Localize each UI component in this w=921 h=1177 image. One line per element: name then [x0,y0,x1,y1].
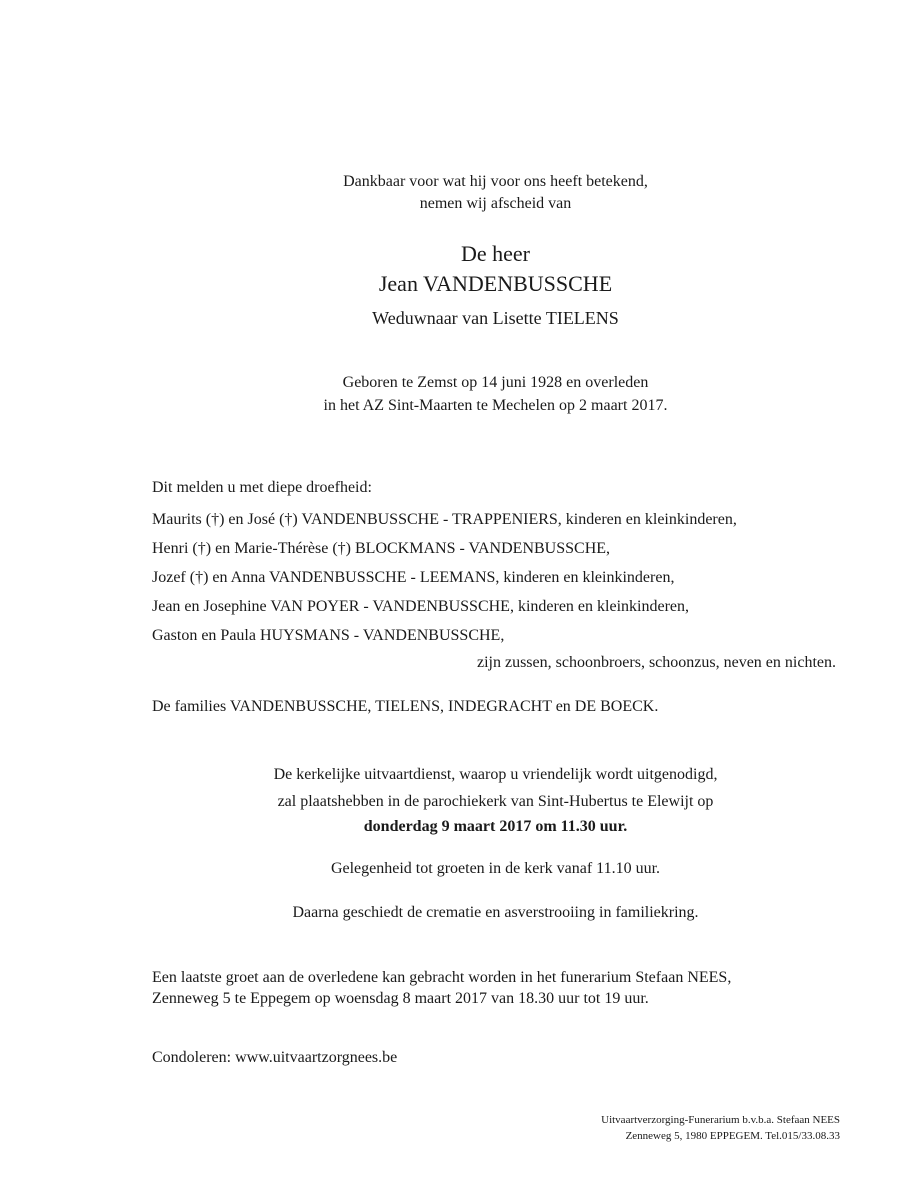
birth-death-line-2: in het AZ Sint-Maarten te Mechelen op 2 maart 2017. [323,397,668,414]
service-cremation: Daarna geschiedt de crematie en asverstrooiing in familiekring. [292,904,699,921]
mourner-line-4: Jean en Josephine VAN POYER - VANDENBUSSCHE, kinderen en kleinkinderen, [152,598,689,615]
footer-line-1: Uitvaartverzorging-Funerarium b.v.b.a. Stefaan NEES [601,1114,840,1126]
service-line-1: De kerkelijke uitvaartdienst, waarop u vriendelijk wordt uitgenodigd, [273,766,718,783]
condolences-line: Condoleren: www.uitvaartzorgnees.be [152,1049,398,1066]
footer-line-2: Zenneweg 5, 1980 EPPEGEM. Tel.015/33.08.33 [625,1130,840,1142]
intro-line-1: Dankbaar voor wat hij voor ons heeft betekend, [343,173,648,190]
intro-line-2: nemen wij afscheid van [419,195,572,212]
deceased-name: Jean VANDENBUSSCHE [378,271,613,296]
last-greeting-line-2: Zenneweg 5 te Eppegem op woensdag 8 maart 2017 van 18.30 uur tot 19 uur. [152,990,649,1007]
birth-death-line-1: Geboren te Zemst op 14 juni 1928 en overleden [342,374,649,391]
mourner-line-3: Jozef (†) en Anna VANDENBUSSCHE - LEEMANS, kinderen en kleinkinderen, [152,569,675,586]
service-greeting: Gelegenheid tot groeten in de kerk vanaf 11.10 uur. [330,860,661,877]
service-date: donderdag 9 maart 2017 om 11.30 uur. [363,818,628,835]
mourners-heading: Dit melden u met diepe droefheid: [152,479,372,496]
deceased-salutation: De heer [460,241,530,266]
mourner-line-5: Gaston en Paula HUYSMANS - VANDENBUSSCHE, [152,627,505,644]
mourner-line-1: Maurits (†) en José (†) VANDENBUSSCHE - TRAPPENIERS, kinderen en kleinkinderen, [152,511,737,528]
service-line-2: zal plaatshebben in de parochiekerk van Sint-Hubertus te Elewijt op [277,793,714,810]
families-line: De families VANDENBUSSCHE, TIELENS, INDEGRACHT en DE BOECK. [152,698,659,715]
mourners-closing: zijn zussen, schoonbroers, schoonzus, neven en nichten. [476,654,836,671]
mourner-line-2: Henri (†) en Marie-Thérèse (†) BLOCKMANS - VANDENBUSSCHE, [152,540,611,557]
last-greeting-line-1: Een laatste groet aan de overledene kan gebracht worden in het funerarium Stefaan NEES, [152,969,732,986]
deceased-relation: Weduwnaar van Lisette TIELENS [372,308,619,328]
